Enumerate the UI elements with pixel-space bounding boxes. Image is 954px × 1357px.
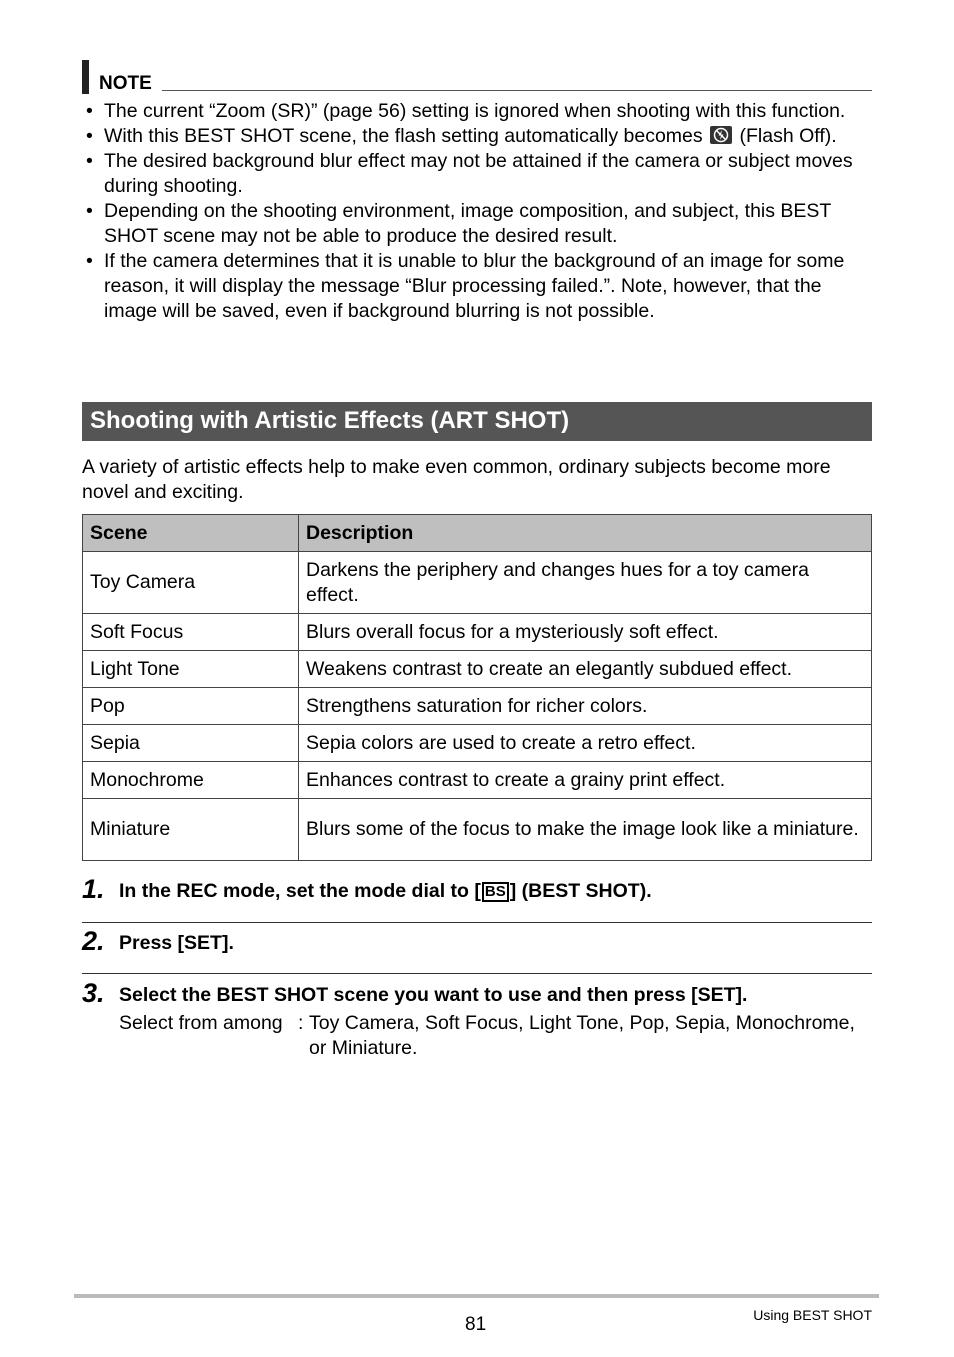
step-number: 2. [82,926,105,956]
step-divider [82,922,872,923]
step-text [119,880,652,903]
note-item: • The current “Zoom (SR)” (page 56) setting is ignored when shooting with this function. [82,99,872,124]
scene-name: Pop [83,688,299,725]
select-from-label: Select from among [119,1012,283,1034]
section-intro: A variety of artistic effects help to make even common, ordinary subjects become more novel and exciting. [82,456,831,503]
note-label: NOTE [99,73,152,94]
scene-description: Strengthens saturation for richer colors. [299,688,872,725]
note-item [82,124,872,149]
section-title: Shooting with Artistic Effects (ART SHOT) [82,402,872,441]
note-marker-bar [82,60,89,94]
step-number: 1. [82,874,105,904]
footer-section-name: Using BEST SHOT [753,1307,872,1323]
table-header-row [83,515,872,552]
scene-description: Sepia colors are used to create a retro effect. [299,725,872,762]
note-divider [162,90,872,91]
select-from-options: Toy Camera, Soft Focus, Light Tone, Pop, Sepia, Monochrome, or Miniature. [309,1012,855,1059]
scene-description: Blurs overall focus for a mysteriously soft effect. [299,614,872,651]
scene-description: Enhances contrast to create a grainy print effect. [299,762,872,799]
note-item-text: With this BEST SHOT scene, the flash setting automatically becomes [104,125,703,147]
note-heading [82,60,872,94]
scene-name: Soft Focus [83,614,299,651]
note-item: • If the camera determines that it is unable to blur the background of an image for some reason, it will display the message “Blur processing failed.”. Note, however, that the image will be saved, even if background blurring is not possible. [82,249,872,324]
note-item: • Depending on the shooting environment, image composition, and subject, this BEST SHOT scene may not be able to produce the desired result. [82,199,872,249]
step-divider [82,973,872,974]
table-row [83,799,872,861]
column-header-scene: Scene [83,515,299,552]
table-row [83,762,872,799]
table-row [83,725,872,762]
table-row [83,651,872,688]
scene-name: Monochrome [83,762,299,799]
scene-name: Toy Camera [83,552,299,614]
column-header-description: Description [299,515,872,552]
scene-description: Blurs some of the focus to make the image look like a miniature. [299,799,872,861]
table-row [83,614,872,651]
page-number: 81 [465,1314,487,1335]
scene-description: Weakens contrast to create an elegantly subdued effect. [299,651,872,688]
step-text-part: In the REC mode, set the mode dial to [ [119,880,481,902]
scene-description: Darkens the periphery and changes hues for a toy camera effect. [299,552,872,614]
note-item-text: (Flash Off). [739,125,837,147]
step-text: Press [SET]. [119,932,234,954]
scene-name: Light Tone [83,651,299,688]
scene-name: Miniature [83,799,299,861]
art-shot-table [82,514,872,861]
select-from-colon: : [298,1012,304,1034]
step-text-part: ] (BEST SHOT). [509,880,652,902]
note-list [82,99,872,324]
footer-divider [74,1294,879,1298]
note-item: • The desired background blur effect may not be attained if the camera or subject moves during shooting. [82,149,872,199]
scene-name: Sepia [83,725,299,762]
flash-off-icon [710,126,732,144]
table-row [83,688,872,725]
table-row [83,552,872,614]
step-number: 3. [82,978,105,1008]
step-text: Select the BEST SHOT scene you want to use and then press [SET]. [119,984,748,1006]
best-shot-mode-icon: BS [482,882,509,902]
